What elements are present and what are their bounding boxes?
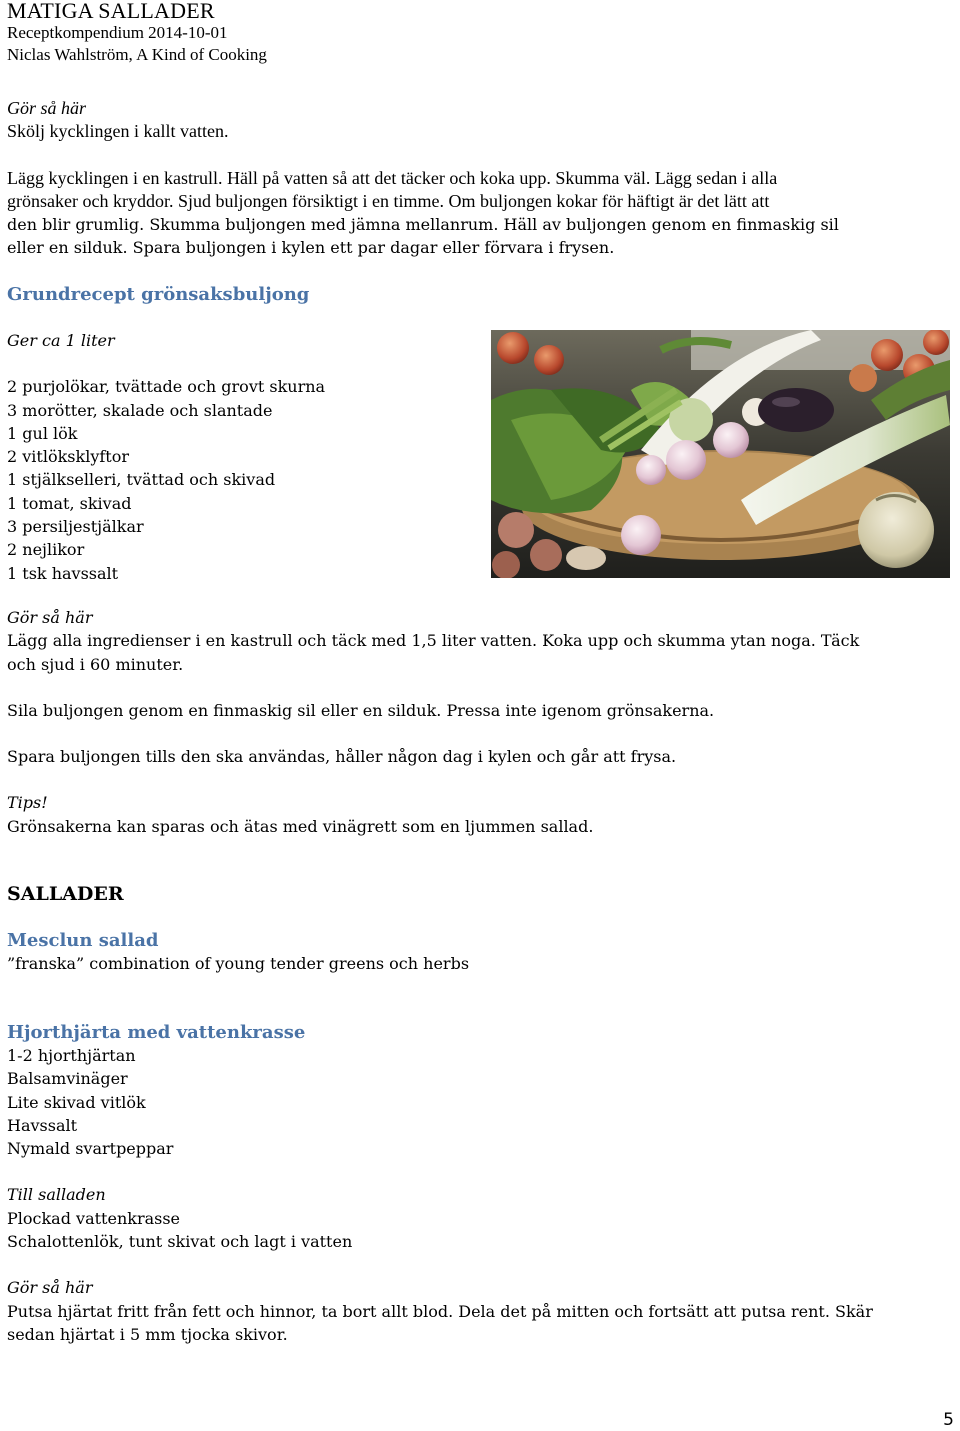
salad-label: Till salladen	[7, 1185, 106, 1205]
ingredient-item: 2 purjolökar, tvättade och grovt skurna	[7, 377, 326, 397]
ingredient-item: Schalottenlök, tunt skivat och lagt i vatten	[7, 1232, 353, 1252]
steps-label: Gör så här	[7, 98, 87, 118]
steps-label: Gör så här	[7, 1278, 93, 1298]
step-text: Putsa hjärtat fritt från fett och hinnor, ta bort allt blod. Dela det på mitten och fortsätt att putsa rent. Skär	[7, 1301, 873, 1321]
salads-section	[7, 883, 953, 975]
step-text: Lägg kycklingen i en kastrull. Häll på vatten så att det täcker och koka upp. Skumma väl. Lägg sedan i alla	[7, 167, 778, 188]
page-number: 5	[943, 1410, 954, 1430]
ingredient-item: 1 tsk havssalt	[7, 563, 119, 583]
ingredient-item: 2 vitlöksklyftor	[7, 447, 129, 467]
ingredient-item: 1 gul lök	[7, 423, 78, 443]
step-text: Sila buljongen genom en finmaskig sil eller en silduk. Pressa inte igenom grönsakerna.	[7, 700, 715, 720]
ingredient-item: 2 nejlikor	[7, 540, 85, 560]
ingredient-item: Balsamvinäger	[7, 1069, 128, 1089]
ingredient-item: 3 morötter, skalade och slantade	[7, 400, 273, 420]
step-text: den blir grumlig. Skumma buljongen med jämna mellanrum. Häll av buljongen genom en finmaskig sil	[7, 215, 839, 235]
tips-label: Tips!	[7, 793, 48, 813]
step-text: sedan hjärtat i 5 mm tjocka skivor.	[7, 1324, 288, 1344]
recipe-yield: Ger ca 1 liter	[7, 331, 115, 350]
step-text: Skölj kycklingen i kallt vatten.	[7, 121, 229, 142]
recipe-title: Mesclun sallad	[7, 930, 159, 951]
ingredient-item: Havssalt	[7, 1115, 78, 1135]
ingredient-item: Plockad vattenkrasse	[7, 1208, 181, 1228]
ingredient-item: Lite skivad vitlök	[7, 1092, 146, 1112]
step-text: Spara buljongen tills den ska användas, håller någon dag i kylen och går att frysa.	[7, 747, 677, 767]
section-title: SALLADER	[7, 883, 124, 905]
heart-salad-recipe	[7, 1021, 953, 1346]
chicken-broth-steps	[7, 97, 953, 260]
document-header	[7, 0, 953, 66]
document-author: Niclas Wahlström, A Kind of Cooking	[7, 45, 267, 64]
recipe-description: ”franska” combination of young tender greens och herbs	[7, 954, 470, 973]
vegetable-broth-steps	[7, 606, 953, 838]
recipe-title: Grundrecept grönsaksbuljong	[7, 284, 310, 305]
vegetable-basket-photo	[491, 330, 950, 578]
step-text: grönsaker och kryddor. Sjud buljongen försiktigt i en timme. Om buljongen kokar för häftigt är det lätt att	[7, 190, 770, 211]
ingredient-item: 3 persiljestjälkar	[7, 517, 144, 537]
recipe-title: Hjorthjärta med vattenkrasse	[7, 1022, 306, 1043]
step-text: Lägg alla ingredienser i en kastrull och täck med 1,5 liter vatten. Koka upp och skumma ytan noga. Täck	[7, 631, 860, 651]
ingredient-item: 1 stjälkselleri, tvättad och skivad	[7, 470, 276, 490]
ingredient-item: 1-2 hjorthjärtan	[7, 1046, 136, 1065]
step-text: och sjud i 60 minuter.	[7, 654, 184, 674]
steps-label: Gör så här	[7, 608, 93, 627]
step-text: eller en silduk. Spara buljongen i kylen ett par dagar eller förvara i frysen.	[7, 238, 615, 258]
ingredient-list	[7, 1044, 953, 1160]
document-title: MATIGA SALLADER	[7, 0, 215, 23]
ingredient-item: 1 tomat, skivad	[7, 493, 132, 513]
ingredient-item: Nymald svartpeppar	[7, 1139, 174, 1159]
tips-text: Grönsakerna kan sparas och ätas med vinägrett som en ljummen sallad.	[7, 816, 594, 836]
salad-ingredient-list	[7, 1207, 953, 1254]
document-subtitle: Receptkompendium 2014-10-01	[7, 23, 228, 42]
